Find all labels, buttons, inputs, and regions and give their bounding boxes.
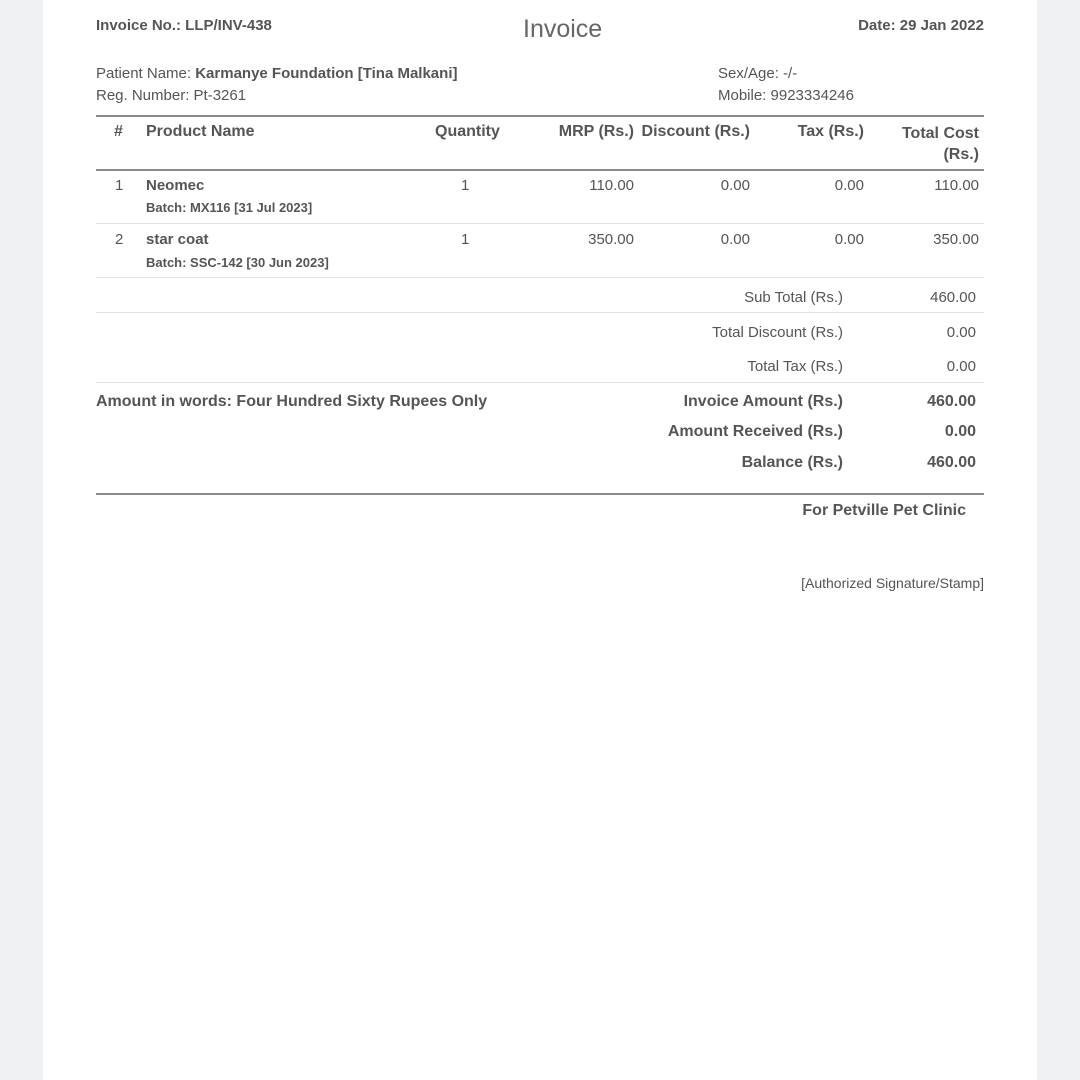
invoice-date: Date: 29 Jan 2022	[858, 17, 984, 34]
row-quantity: 1	[461, 177, 470, 194]
col-header-total-line2: (Rs.)	[943, 146, 979, 163]
sub-total-label: Sub Total (Rs.)	[744, 289, 843, 306]
row-mrp: 350.00	[588, 231, 634, 248]
invoice-amount-label: Invoice Amount (Rs.)	[683, 393, 843, 410]
amount-received-label: Amount Received (Rs.)	[667, 423, 843, 440]
summary-divider	[96, 312, 984, 313]
amount-received-value: 0.00	[944, 423, 976, 440]
invoice-number: Invoice No.: LLP/INV-438	[96, 17, 272, 34]
row-batch: Batch: SSC-142 [30 Jun 2023]	[146, 255, 329, 270]
reg-number-label: Reg. Number:	[96, 87, 190, 104]
reg-number-value: Pt-3261	[193, 87, 247, 104]
table-top-divider	[96, 115, 984, 117]
patient-name-value: Karmanye Foundation [Tina Malkani]	[195, 65, 458, 82]
col-header-total	[902, 123, 979, 165]
amount-in-words: Amount in words: Four Hundred Sixty Rupees Only	[96, 393, 488, 410]
summary-divider	[96, 382, 984, 383]
col-header-discount: Discount (Rs.)	[641, 123, 750, 140]
page-title: Invoice	[523, 15, 603, 43]
patient-name-label: Patient Name:	[96, 65, 192, 82]
signature-placeholder: [Authorized Signature/Stamp]	[801, 575, 984, 591]
row-num: 1	[115, 177, 124, 194]
footer-divider	[96, 493, 984, 495]
invoice-amount-value: 460.00	[927, 393, 976, 410]
row-product: star coat	[146, 231, 209, 248]
total-discount-value: 0.00	[946, 324, 976, 341]
row-discount: 0.00	[720, 231, 750, 248]
sex-age: Sex/Age: -/-	[718, 65, 798, 82]
row-tax: 0.00	[834, 177, 864, 194]
row-mrp: 110.00	[589, 177, 634, 194]
total-tax-value: 0.00	[946, 358, 976, 375]
total-discount-label: Total Discount (Rs.)	[712, 324, 843, 341]
balance-label: Balance (Rs.)	[741, 454, 843, 471]
mobile: Mobile: 9923334246	[718, 87, 854, 104]
row-total: 110.00	[934, 177, 979, 194]
row-discount: 0.00	[720, 177, 750, 194]
invoice-page	[43, 0, 1037, 1080]
col-header-total-line1: Total Cost	[901, 125, 979, 142]
col-header-mrp: MRP (Rs.)	[558, 123, 634, 140]
sub-total-value: 460.00	[930, 289, 976, 306]
col-header-quantity: Quantity	[435, 123, 500, 140]
col-header-num: #	[114, 123, 123, 140]
row-tax: 0.00	[834, 231, 864, 248]
row-divider	[96, 223, 984, 224]
row-num: 2	[115, 231, 124, 248]
clinic-name: For Petville Pet Clinic	[802, 502, 966, 519]
row-batch: Batch: MX116 [31 Jul 2023]	[146, 200, 313, 215]
reg-number	[96, 87, 246, 104]
row-total: 350.00	[933, 231, 979, 248]
col-header-tax: Tax (Rs.)	[797, 123, 864, 140]
patient-name	[96, 65, 457, 82]
table-header-divider	[96, 169, 984, 171]
balance-value: 460.00	[927, 454, 976, 471]
row-quantity: 1	[461, 231, 470, 248]
col-header-product: Product Name	[146, 123, 255, 140]
total-tax-label: Total Tax (Rs.)	[747, 358, 843, 375]
row-product: Neomec	[146, 177, 205, 194]
row-divider	[96, 277, 984, 278]
